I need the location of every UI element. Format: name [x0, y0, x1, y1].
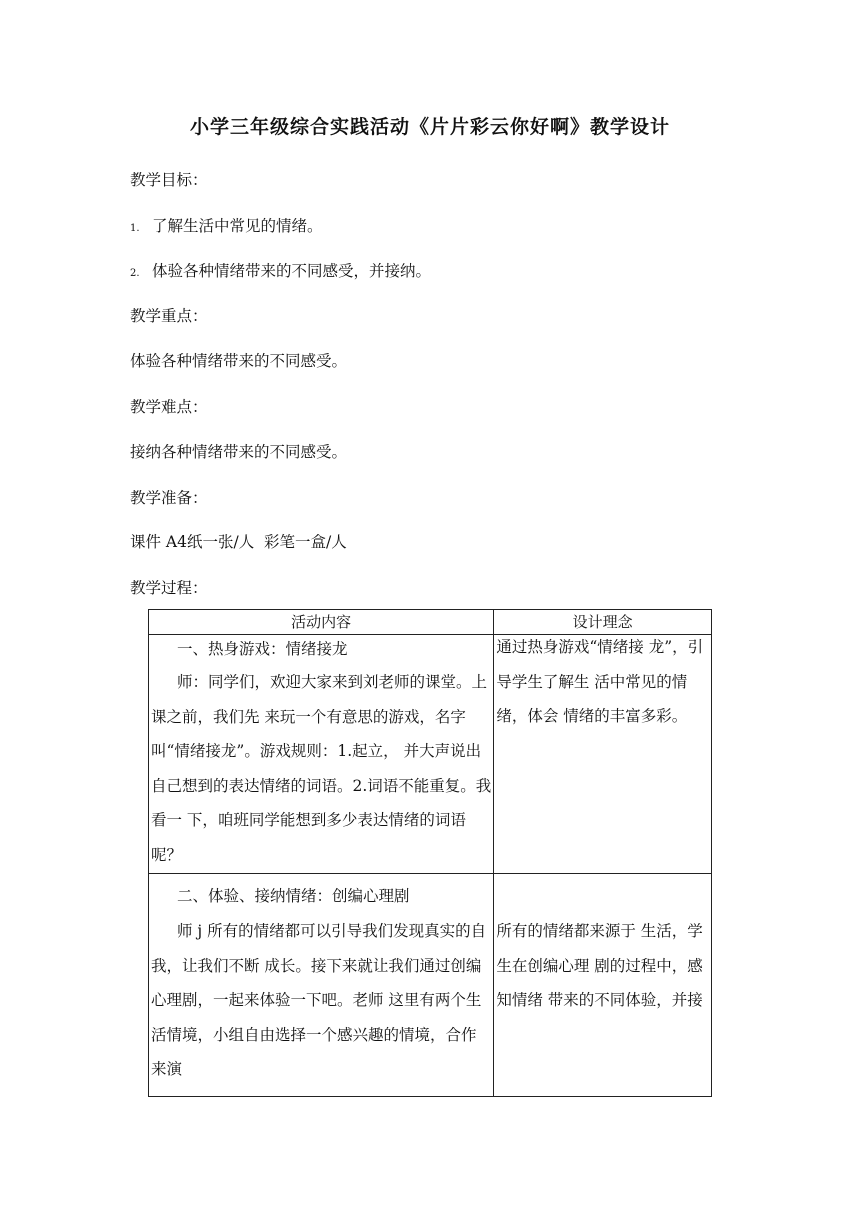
process-heading: 教学过程： — [130, 579, 208, 597]
table-row — [149, 874, 712, 1097]
objectives-heading: 教学目标： — [130, 171, 208, 189]
document-title: 小学三年级综合实践活动《片片彩云你好啊》教学设计 — [189, 116, 670, 138]
rationale-text: 所有的情绪都来源于 生活，学生在创编心理 剧的过程中，感知情绪 带来的不同体验，并接 — [496, 922, 703, 1009]
table-row — [149, 635, 712, 874]
preparation-text: 课件 A4纸一张/人 彩笔一盒/人 — [130, 533, 347, 551]
objective-text: 体验各种情绪带来的不同感受，并接纳。 — [152, 262, 432, 280]
activity-body: 师：同学们，欢迎大家来到刘老师的课堂。上课之前，我们先 来玩一个有意思的游戏，名字叫“情绪接龙”。游戏规则：1.起立， 并大声说出自己想到的表达情绪的词语。2.词语不能重复。我看一 下，咱班同学能想到多少表达情绪的词语呢？ — [151, 673, 492, 864]
objective-text: 了解生活中常见的情绪。 — [152, 217, 323, 235]
difficulty-text: 接纳各种情绪带来的不同感受。 — [130, 443, 348, 461]
column-header-activity: 活动内容 — [149, 610, 494, 635]
preparation-heading: 教学准备： — [130, 489, 208, 507]
column-header-rationale: 设计理念 — [494, 610, 712, 635]
activity-title: 一、热身游戏：情绪接龙 — [177, 640, 348, 658]
key-points-heading: 教学重点： — [130, 307, 208, 325]
objective-item-1 — [130, 214, 323, 236]
objective-item-2 — [130, 259, 431, 281]
objective-number: 2. — [130, 268, 140, 279]
activity-body: 师 j 所有的情绪都可以引导我们发现真实的自我，让我们不断 成长。接下来就让我们通过创编心理剧，一起来体验一下吧。老师 这里有两个生活情境，小组自由选择一个感兴趣的情境，合作来演 — [151, 922, 487, 1078]
rationale-cell — [494, 635, 712, 874]
rationale-text: 通过热身游戏“情绪接 龙”，引导学生了解生 活中常见的情绪，体会 情绪的丰富多彩。 — [496, 638, 704, 725]
teaching-process-table — [148, 609, 712, 1097]
objective-number: 1. — [130, 223, 140, 234]
difficulty-heading: 教学难点： — [130, 398, 208, 416]
activity-title: 二、体验、接纳情绪：创编心理剧 — [177, 887, 410, 905]
key-points-text: 体验各种情绪带来的不同感受。 — [130, 352, 348, 370]
activity-cell — [149, 635, 494, 874]
activity-cell — [149, 874, 494, 1097]
rationale-cell — [494, 874, 712, 1097]
